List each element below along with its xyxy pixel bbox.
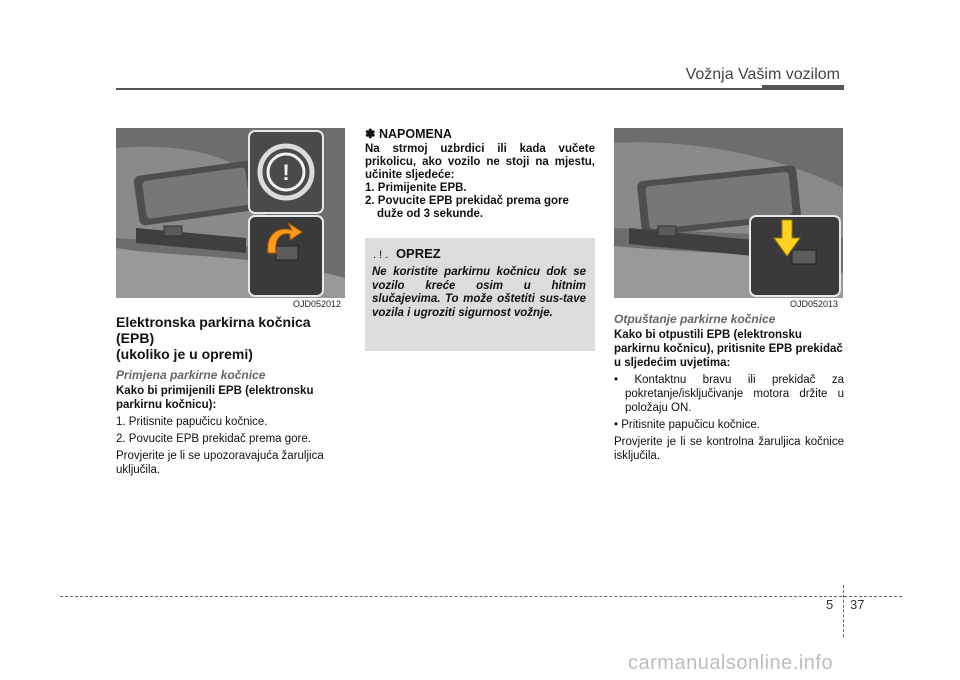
release-bullet-1: • Kontaktnu bravu ili prekidač za pokretanje/isključivanje motora držite u položaju ON. (614, 374, 844, 414)
caution-heading-text: OPREZ (395, 246, 441, 261)
svg-text:!: ! (282, 160, 290, 185)
figure-code-left: OJD052012 (293, 299, 342, 309)
note-heading (365, 126, 595, 141)
footer-divider (843, 585, 844, 637)
apply-step-1: 1. Pritisnite papučicu kočnice. (116, 416, 268, 428)
note-heading-text: NAPOMENA (378, 127, 452, 141)
header-rule-tab (762, 85, 844, 90)
release-bullet-2: • Pritisnite papučicu kočnice. (614, 419, 760, 431)
section-title: Vožnja Vašim vozilom (685, 66, 840, 83)
right-column (614, 312, 844, 463)
site-watermark: carmanualsonline.info (628, 652, 834, 674)
caution-body: Ne koristite parkirnu kočnicu dok se vozilo kreće osim u hitnim slučajevima. To može oštetiti sus-tave vozila i ugroziti sigurnost vožnje. (372, 266, 586, 319)
apply-heading: Primjena parkirne kočnice (116, 368, 266, 382)
note-block (365, 126, 595, 221)
epb-apply-illustration (116, 128, 345, 298)
note-item-2: 2. Povucite EPB prekidač prema gore duže od 3 sekunde. (365, 195, 569, 220)
epb-release-illustration (614, 128, 843, 298)
page-number: 37 (850, 597, 865, 612)
note-item-1: 1. Primijenite EPB. (365, 182, 467, 194)
footer-rule (60, 596, 902, 597)
epb-title: Elektronska parkirna kočnica (EPB) (116, 314, 311, 346)
caution-heading (373, 246, 441, 261)
apply-closing: Provjerite je li se upozoravajuća žaruljica uključila. (116, 450, 324, 476)
left-column (116, 314, 349, 477)
figure-epb-release (614, 128, 843, 298)
release-closing: Provjerite je li se kontrolna žaruljica kočnice isključila. (614, 436, 844, 462)
chapter-number: 5 (826, 597, 834, 612)
note-intro: Na strmoj uzbrdici ili kada vučete prikolicu, ako vozilo ne stoji na mjestu, učinite sljedeće: (365, 143, 595, 181)
apply-step-2: 2. Povucite EPB prekidač prema gore. (116, 433, 311, 445)
figure-code-right: OJD052013 (790, 299, 839, 309)
caution-warning-icon: . ! . (373, 249, 389, 261)
note-symbol-icon: ✽ (365, 127, 376, 141)
caution-box (365, 238, 595, 351)
header-rule (116, 88, 762, 90)
figure-epb-apply (116, 128, 345, 298)
release-heading: Otpuštanje parkirne kočnice (614, 312, 776, 326)
apply-intro: Kako bi primijenili EPB (elektronsku parkirnu kočnicu): (116, 385, 314, 411)
epb-availability: (ukoliko je u opremi) (116, 346, 253, 362)
release-intro: Kako bi otpustili EPB (elektronsku parkirnu kočnicu), pritisnite EPB prekidač u sljedećim uvjetima: (614, 329, 843, 369)
